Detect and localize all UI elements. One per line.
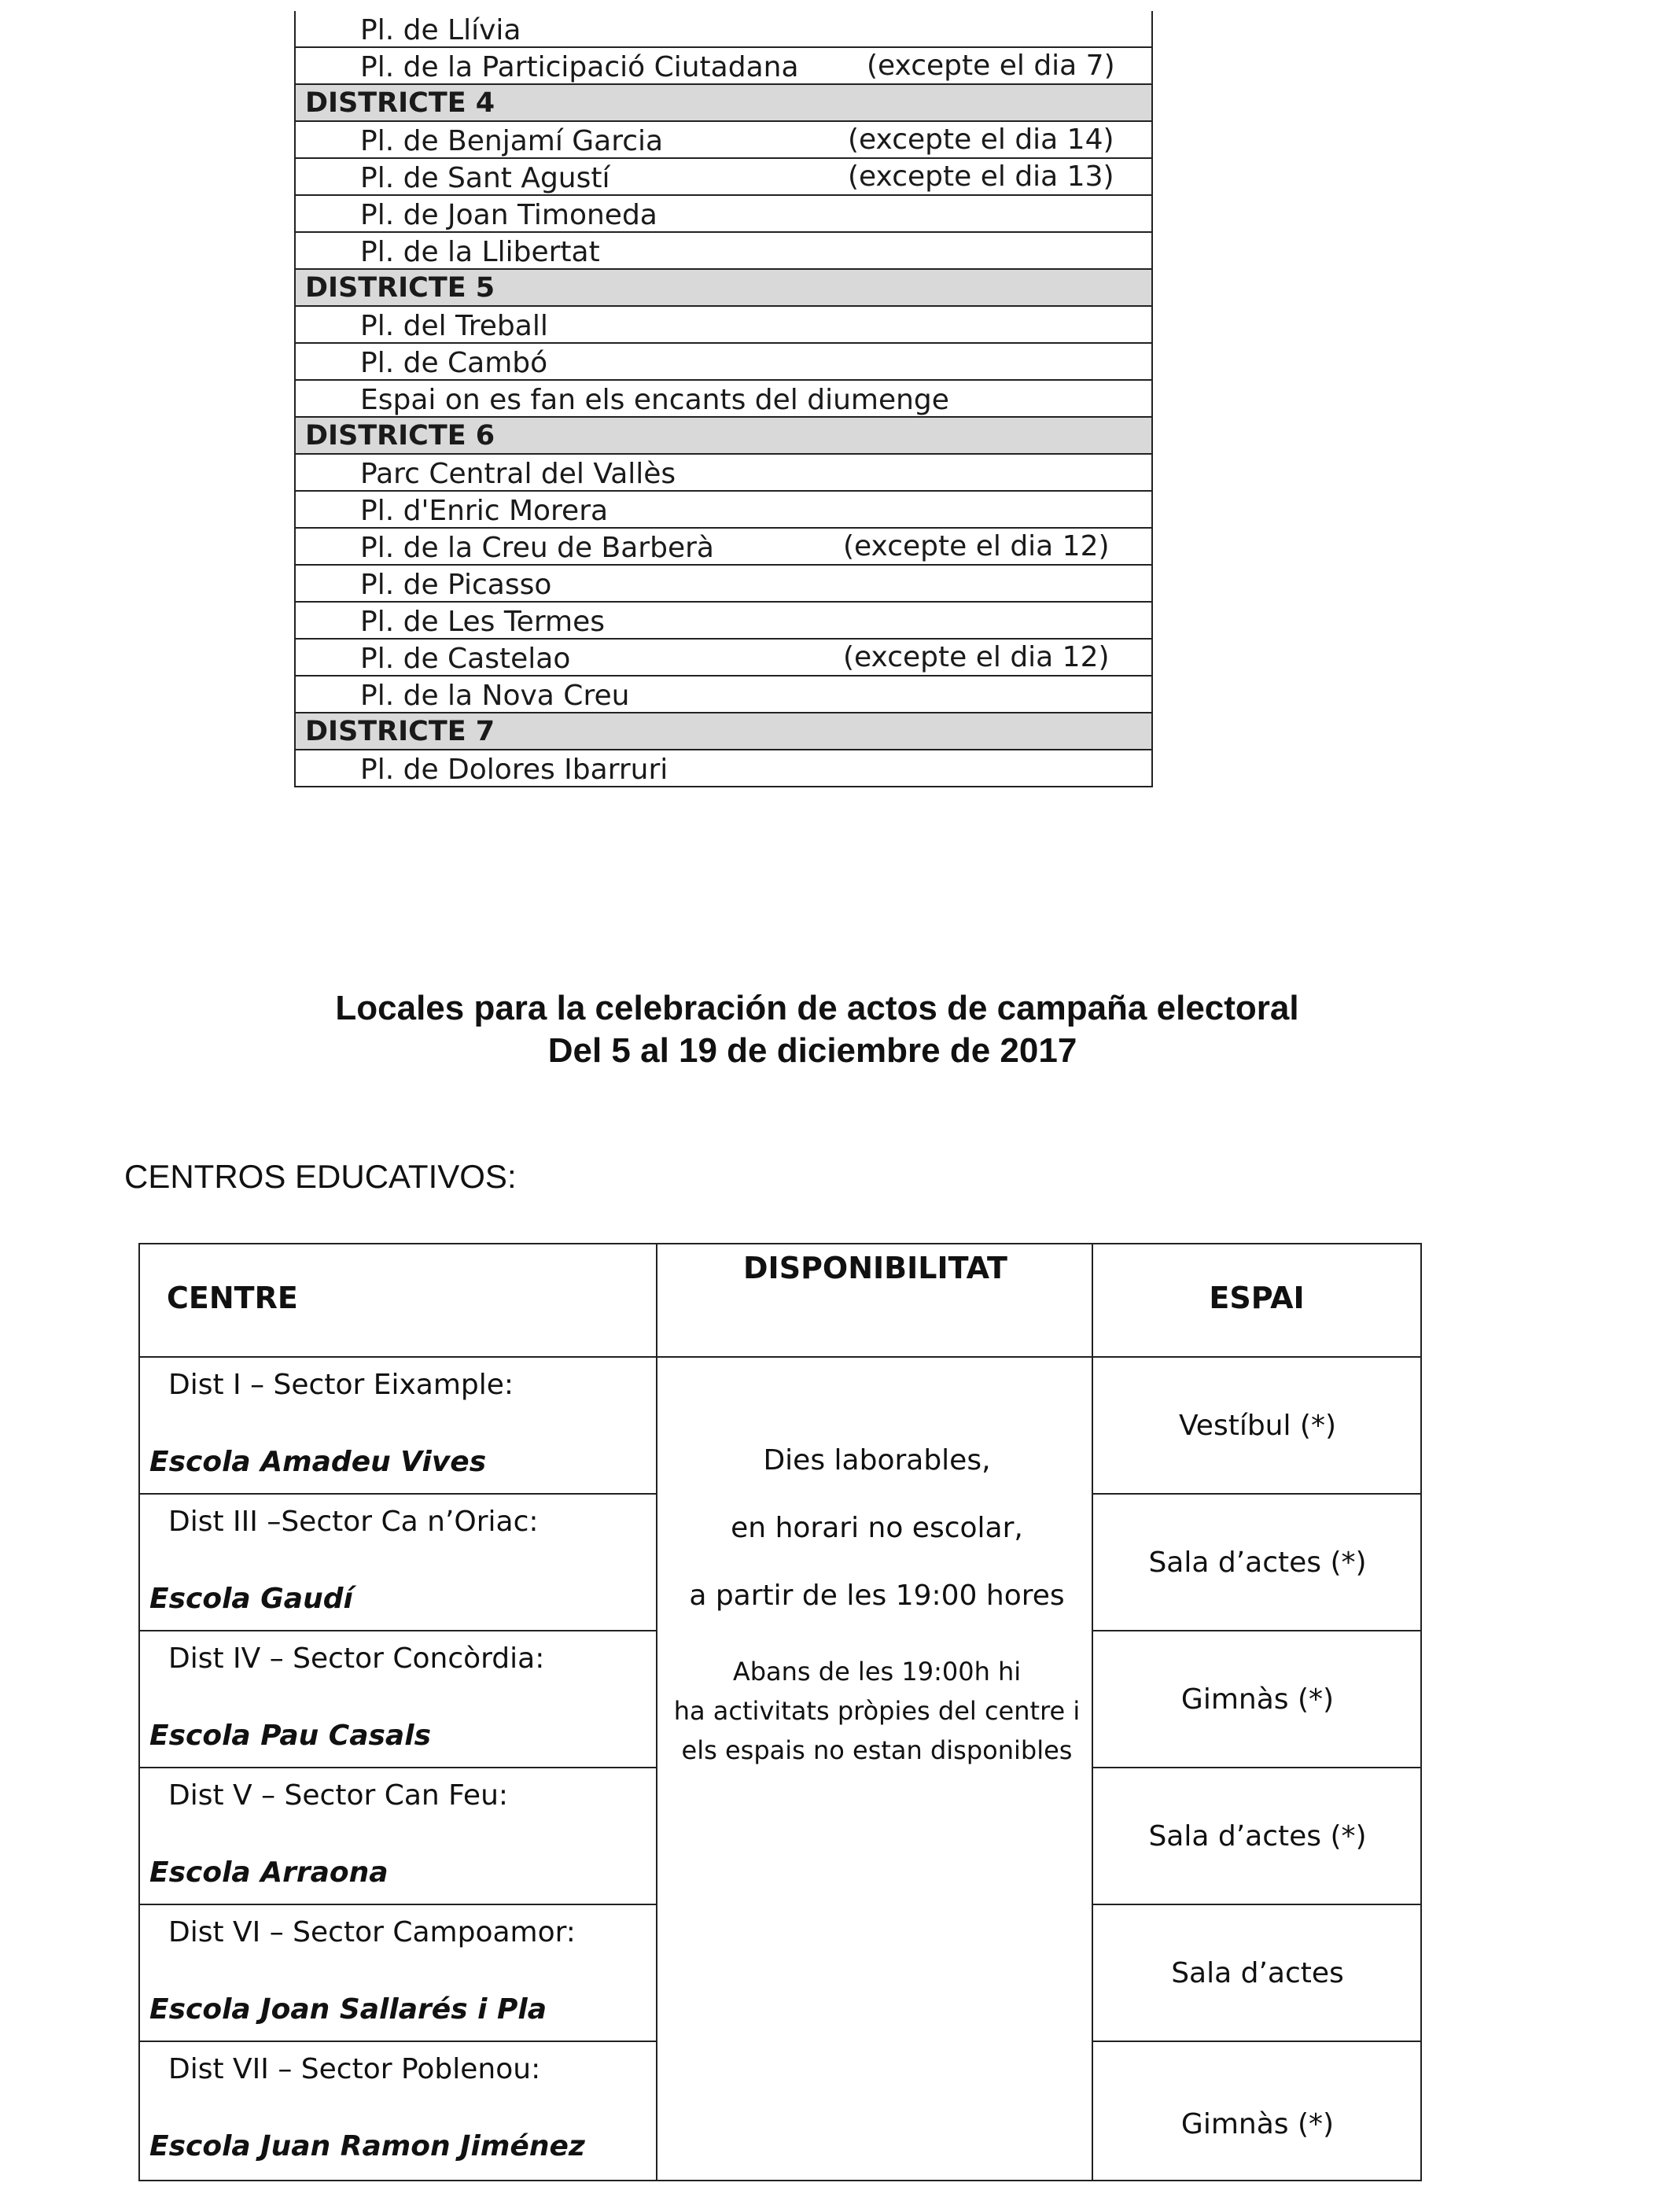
district-header-cell (295, 713, 1152, 750)
place-exception-note: (excepte el dia 12) (843, 530, 1110, 562)
place-cell (295, 491, 1152, 528)
place-cell (295, 195, 1152, 232)
space-cell (1095, 2042, 1420, 2179)
centre-sector: Dist I – Sector Eixample: (168, 1369, 514, 1401)
space-cell (1095, 1495, 1420, 1631)
availability-note-line: ha activitats pròpies del centre i (673, 1696, 1081, 1726)
centre-cell (140, 1631, 657, 1768)
district-name: DISTRICTE 4 (305, 87, 495, 119)
place-name: Pl. de la Llibertat (360, 235, 600, 268)
place-exception-note: (excepte el dia 14) (848, 124, 1114, 156)
place-name: Pl. d'Enric Morera (360, 494, 609, 527)
place-cell (295, 11, 1152, 47)
space-label: Gimnàs (*) (1180, 2108, 1335, 2140)
place-name: Pl. de Dolores Ibarruri (360, 753, 668, 786)
centre-cell (140, 1495, 657, 1631)
place-exception-note: (excepte el dia 13) (848, 160, 1114, 193)
place-row (295, 195, 1152, 232)
space-label: Sala d’actes (1171, 1957, 1344, 1989)
centre-cell (140, 1358, 657, 1495)
availability-line: Dies laborables, (763, 1444, 991, 1477)
place-cell (295, 565, 1152, 602)
header-space: ESPAI (1209, 1281, 1305, 1315)
place-cell (295, 380, 1152, 417)
centre-school-name: Escola Joan Sallarés i Pla (149, 1993, 547, 2026)
district-header-row (295, 84, 1152, 121)
place-cell (295, 158, 1152, 195)
place-row (295, 602, 1152, 639)
district-header-cell (295, 269, 1152, 306)
availability-cell (659, 1427, 1095, 1770)
place-row (295, 676, 1152, 713)
place-name: Pl. de Picasso (360, 568, 552, 601)
place-row (295, 232, 1152, 269)
place-name: Pl. del Treball (360, 309, 548, 342)
district-header-cell (295, 84, 1152, 121)
place-name: Pl. de Castelao (360, 642, 571, 675)
place-cell (295, 121, 1152, 158)
place-cell (295, 676, 1152, 713)
title-line-1: Locales para la celebración de actos de campaña electoral (335, 989, 1299, 1027)
centre-cell (140, 1768, 657, 1905)
centres-table (138, 1243, 1422, 2181)
centre-cell (140, 2042, 657, 2179)
centre-sector: Dist III –Sector Ca n’Oriac: (168, 1506, 539, 1538)
place-name: Pl. de Joan Timoneda (360, 198, 657, 231)
place-row (295, 454, 1152, 491)
place-cell (295, 750, 1152, 787)
place-row (295, 528, 1152, 565)
place-cell (295, 639, 1152, 676)
place-row (295, 639, 1152, 676)
place-row (295, 11, 1152, 47)
space-cell (1095, 1358, 1420, 1495)
space-label: Sala d’actes (*) (1148, 1547, 1367, 1579)
place-name: Pl. de la Creu de Barberà (360, 531, 714, 564)
district-header-row (295, 269, 1152, 306)
availability-line: a partir de les 19:00 hores (689, 1580, 1065, 1612)
place-name: Pl. de la Nova Creu (360, 679, 630, 712)
availability-note-line: Abans de les 19:00h hi (732, 1657, 1022, 1687)
place-row (295, 47, 1152, 84)
place-row (295, 380, 1152, 417)
availability-line: en horari no escolar, (731, 1512, 1023, 1544)
space-cell (1095, 1631, 1420, 1768)
place-name: Pl. de Les Termes (360, 605, 605, 638)
centre-school-name: Escola Arraona (149, 1856, 389, 1889)
place-cell (295, 47, 1152, 84)
place-exception-note: (excepte el dia 7) (867, 50, 1115, 82)
place-name: Espai on es fan els encants del diumenge (360, 383, 949, 416)
centre-sector: Dist IV – Sector Concòrdia: (168, 1642, 545, 1675)
place-row (295, 121, 1152, 158)
centre-school-name: Escola Gaudí (149, 1583, 353, 1615)
centre-sector: Dist V – Sector Can Feu: (168, 1779, 509, 1812)
centre-school-name: Escola Pau Casals (149, 1720, 431, 1752)
header-centre: CENTRE (167, 1281, 298, 1315)
place-cell (295, 232, 1152, 269)
space-cell (1095, 1905, 1420, 2042)
centre-cell (140, 1905, 657, 2042)
centre-school-name: Escola Juan Ramon Jiménez (149, 2130, 585, 2162)
district-header-cell (295, 417, 1152, 454)
centre-sector: Dist VII – Sector Poblenou: (168, 2053, 541, 2085)
place-cell (295, 306, 1152, 343)
place-name: Pl. de Cambó (360, 346, 548, 379)
place-name: Pl. de Sant Agustí (360, 161, 610, 194)
section-heading: CENTROS EDUCATIVOS: (124, 1158, 517, 1195)
district-header-row (295, 417, 1152, 454)
district-name: DISTRICTE 6 (305, 419, 495, 452)
space-cell (1095, 1768, 1420, 1905)
header-availability: DISPONIBILITAT (743, 1251, 1007, 1285)
place-row (295, 491, 1152, 528)
availability-note-line: els espais no estan disponibles (681, 1735, 1073, 1765)
district-name: DISTRICTE 5 (305, 271, 495, 304)
place-cell (295, 602, 1152, 639)
place-name: Pl. de la Participació Ciutadana (360, 50, 799, 83)
title-line-2: Del 5 al 19 de diciembre de 2017 (547, 1031, 1077, 1070)
place-name: Pl. de Benjamí Garcia (360, 124, 664, 157)
place-exception-note: (excepte el dia 12) (843, 641, 1110, 673)
space-label: Sala d’actes (*) (1148, 1820, 1367, 1853)
place-row (295, 306, 1152, 343)
centre-sector: Dist VI – Sector Campoamor: (168, 1916, 576, 1948)
place-name: Parc Central del Vallès (360, 457, 676, 490)
centre-school-name: Escola Amadeu Vives (149, 1446, 487, 1478)
places-table (294, 11, 1153, 787)
place-cell (295, 454, 1152, 491)
space-label: Vestíbul (*) (1178, 1410, 1337, 1442)
space-label: Gimnàs (*) (1180, 1683, 1335, 1716)
place-row (295, 343, 1152, 380)
place-row (295, 158, 1152, 195)
place-row (295, 565, 1152, 602)
document-title (0, 987, 1672, 1072)
place-cell (295, 343, 1152, 380)
district-name: DISTRICTE 7 (305, 715, 495, 747)
places-table-body (295, 11, 1152, 787)
district-header-row (295, 713, 1152, 750)
place-name: Pl. de Llívia (360, 13, 521, 46)
place-cell (295, 528, 1152, 565)
place-row (295, 750, 1152, 787)
